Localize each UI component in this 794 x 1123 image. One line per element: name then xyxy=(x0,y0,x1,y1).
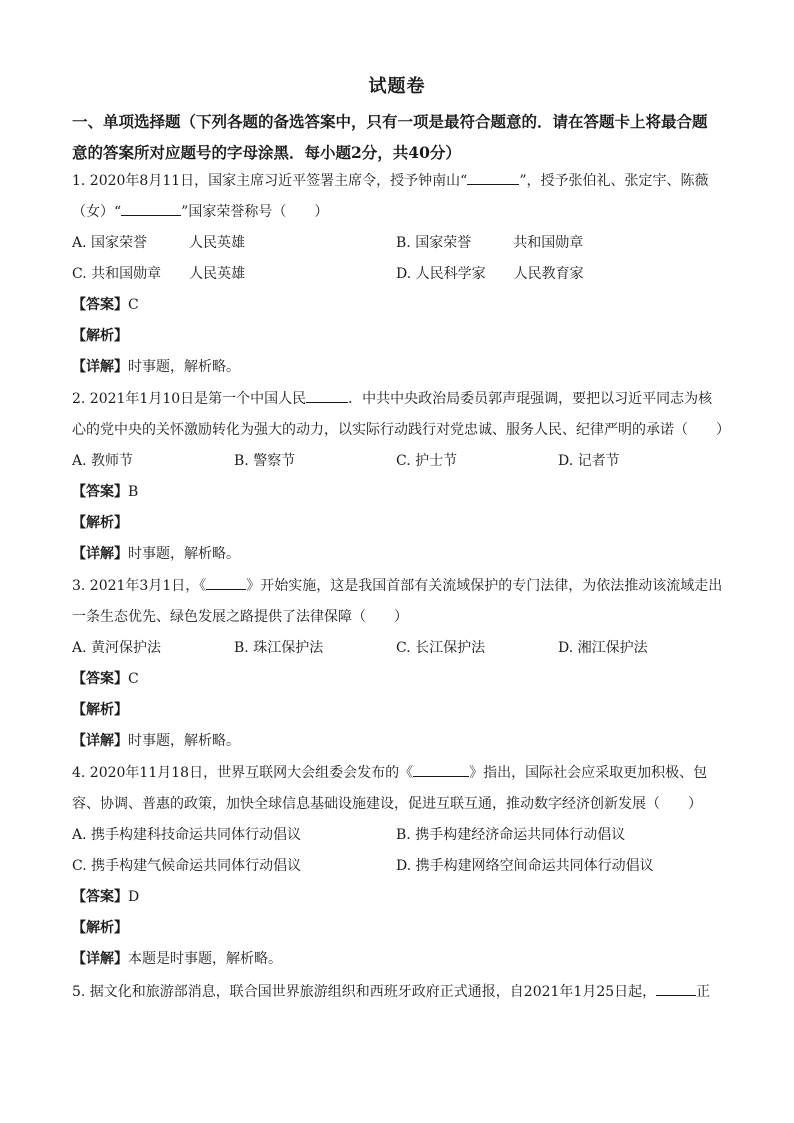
answer-blank xyxy=(413,762,469,777)
option-a[interactable]: A. 教师节 xyxy=(72,453,134,469)
option-b[interactable]: B. 携手构建经济命运共同体行动倡议 xyxy=(396,827,626,843)
document-title: 试题卷 xyxy=(368,76,426,97)
question-1-analysis-label: 【解析】 xyxy=(72,328,128,344)
question-3-answer: 【答案】C xyxy=(72,671,139,687)
option-a[interactable]: A. 携手构建科技命运共同体行动倡议 xyxy=(72,827,302,843)
question-3-options xyxy=(72,633,724,664)
option-d[interactable]: D. 记者节 xyxy=(558,453,620,469)
option-a[interactable]: A. 黄河保护法 xyxy=(72,640,162,656)
question-4-answer: 【答案】D xyxy=(72,889,140,905)
answer-blank xyxy=(306,388,348,403)
option-d[interactable]: D. 携手构建网络空间命运共同体行动倡议 xyxy=(396,858,654,874)
option-c[interactable]: C. 携手构建气候命运共同体行动倡议 xyxy=(72,858,302,874)
question-3-analysis-label: 【解析】 xyxy=(72,702,128,718)
question-2-stem: 2. 2021年1月10日是第一个中国人民 ．中共中央政治局委员郭声琨强调，要把以习近平同志为核心的党中央的关怀激励转化为强大的动力，以实际行动践行对党忠诚、服务人民、纪律严明的承诺（ ） xyxy=(72,384,724,446)
answer-blank xyxy=(467,170,519,185)
option-c[interactable]: C. 长江保护法 xyxy=(396,640,486,656)
option-c[interactable]: C. 护士节 xyxy=(396,453,458,469)
question-2-analysis-label: 【解析】 xyxy=(72,515,128,531)
section-heading: 一、单项选择题（下列各题的备选答案中，只有一项是最符合题意的．请在答题卡上将最合题意的答案所对应题号的字母涂黑．每小题2分，共40分） xyxy=(72,112,708,162)
option-d[interactable]: D. 湘江保护法 xyxy=(558,640,648,656)
answer-blank xyxy=(121,201,181,216)
option-c[interactable]: C. 共和国勋章 人民英雄 xyxy=(72,266,246,282)
question-3-stem: 3. 2021年3月1日，《 》开始实施，这是我国首部有关流域保护的专门法律，为依法推动该流域走出一条生态优先、绿色发展之路提供了法律保障（ ） xyxy=(72,571,724,633)
question-2-options xyxy=(72,446,724,477)
answer-blank xyxy=(206,575,246,590)
question-4-analysis-label: 【解析】 xyxy=(72,920,128,936)
option-d[interactable]: D. 人民科学家 人民教育家 xyxy=(396,266,584,282)
question-4-stem: 4. 2020年11月18日，世界互联网大会组委会发布的《 》指出，国际社会应采取更加积极、包容、协调、普惠的政策，加快全球信息基础设施建设，促进互联互通，推动数字经济创新发展（ ） xyxy=(72,758,724,820)
question-4-options-row-2 xyxy=(72,851,724,882)
answer-blank xyxy=(656,981,696,996)
question-5-stem: 5. 据文化和旅游部消息，联合国世界旅游组织和西班牙政府正式通报，自2021年1月25日起， 正 xyxy=(72,977,710,1008)
question-1-stem: 1. 2020年8月11日，国家主席习近平签署主席令，授予钟南山“ ”，授予张伯礼、张定宇、陈薇 （女）“ ”国家荣誉称号（ ） xyxy=(72,166,724,228)
question-2-answer: 【答案】B xyxy=(72,484,139,500)
option-b[interactable]: B. 珠江保护法 xyxy=(234,640,324,656)
option-a[interactable]: A. 国家荣誉 人民英雄 xyxy=(72,235,246,251)
question-1-answer: 【答案】C xyxy=(72,297,139,313)
question-1-detail: 【详解】时事题，解析略。 xyxy=(72,359,240,375)
question-1-options-row-2 xyxy=(72,259,724,290)
question-4-detail: 【详解】本题是时事题，解析略。 xyxy=(72,951,282,967)
question-4-options-row-1 xyxy=(72,820,724,851)
question-3-detail: 【详解】时事题，解析略。 xyxy=(72,733,240,749)
option-b[interactable]: B. 国家荣誉 共和国勋章 xyxy=(396,235,584,251)
question-2-detail: 【详解】时事题，解析略。 xyxy=(72,546,240,562)
question-1-options-row-1 xyxy=(72,228,724,259)
option-b[interactable]: B. 警察节 xyxy=(234,453,296,469)
